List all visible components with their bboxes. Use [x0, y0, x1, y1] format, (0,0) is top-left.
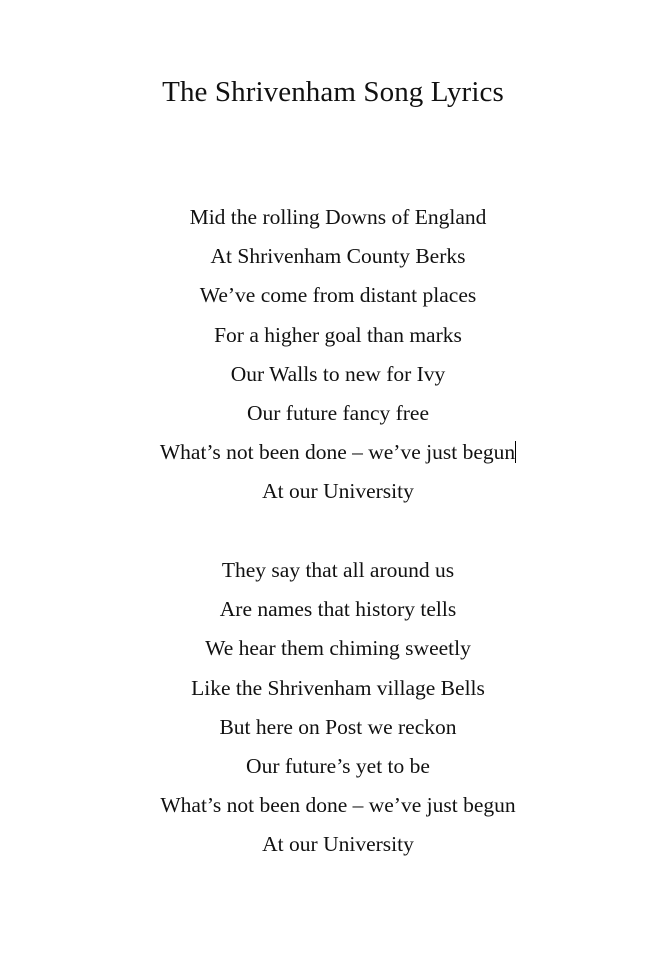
verse-line [0, 316, 666, 355]
verse-line-text: Like the Shrivenham village Bells [191, 675, 485, 700]
verse-line-text: For a higher goal than marks [214, 322, 462, 347]
verse-line [0, 747, 666, 786]
verse-line-text: At Shrivenham County Berks [210, 244, 466, 269]
verse-line [0, 825, 666, 864]
verse-line [0, 551, 666, 590]
verse-line [0, 708, 666, 747]
verse-line-text: But here on Post we reckon [219, 714, 457, 739]
verse-line [0, 198, 666, 237]
verse-line [0, 472, 666, 511]
verse-line [0, 590, 666, 629]
verse-line-text: We hear them chiming sweetly [205, 636, 471, 661]
verse-line-text: What’s not been done – we’ve just begun [160, 793, 516, 818]
verse-line-text: They say that all around us [221, 558, 455, 582]
verse-line-text: At our University [262, 479, 414, 504]
verse-line-text: At our University [262, 832, 414, 857]
verse-line-text: Our future fancy free [246, 400, 430, 425]
verse-line [0, 669, 666, 708]
verse-line [0, 629, 666, 668]
verse-line [0, 355, 666, 394]
verse-line [0, 433, 666, 472]
verse-line-text: Are names that history tells [219, 597, 457, 622]
verse-line [0, 786, 666, 825]
verse-line [0, 276, 666, 315]
verse-line [0, 394, 666, 433]
verse-2 [0, 551, 666, 865]
verse-line-text: Our Walls to new for Ivy [230, 361, 446, 386]
verse-line-text: Mid the rolling Downs of England [189, 205, 487, 229]
verse-1 [0, 198, 666, 512]
document-title: The Shrivenham Song Lyrics [162, 76, 504, 108]
verse-line-text: We’ve come from distant places [199, 283, 477, 308]
verse-line-text: Our future’s yet to be [246, 753, 430, 778]
verse-line-text: What’s not been done – we’ve just begun [159, 440, 516, 465]
text-cursor [515, 441, 516, 463]
verse-line [0, 237, 666, 276]
